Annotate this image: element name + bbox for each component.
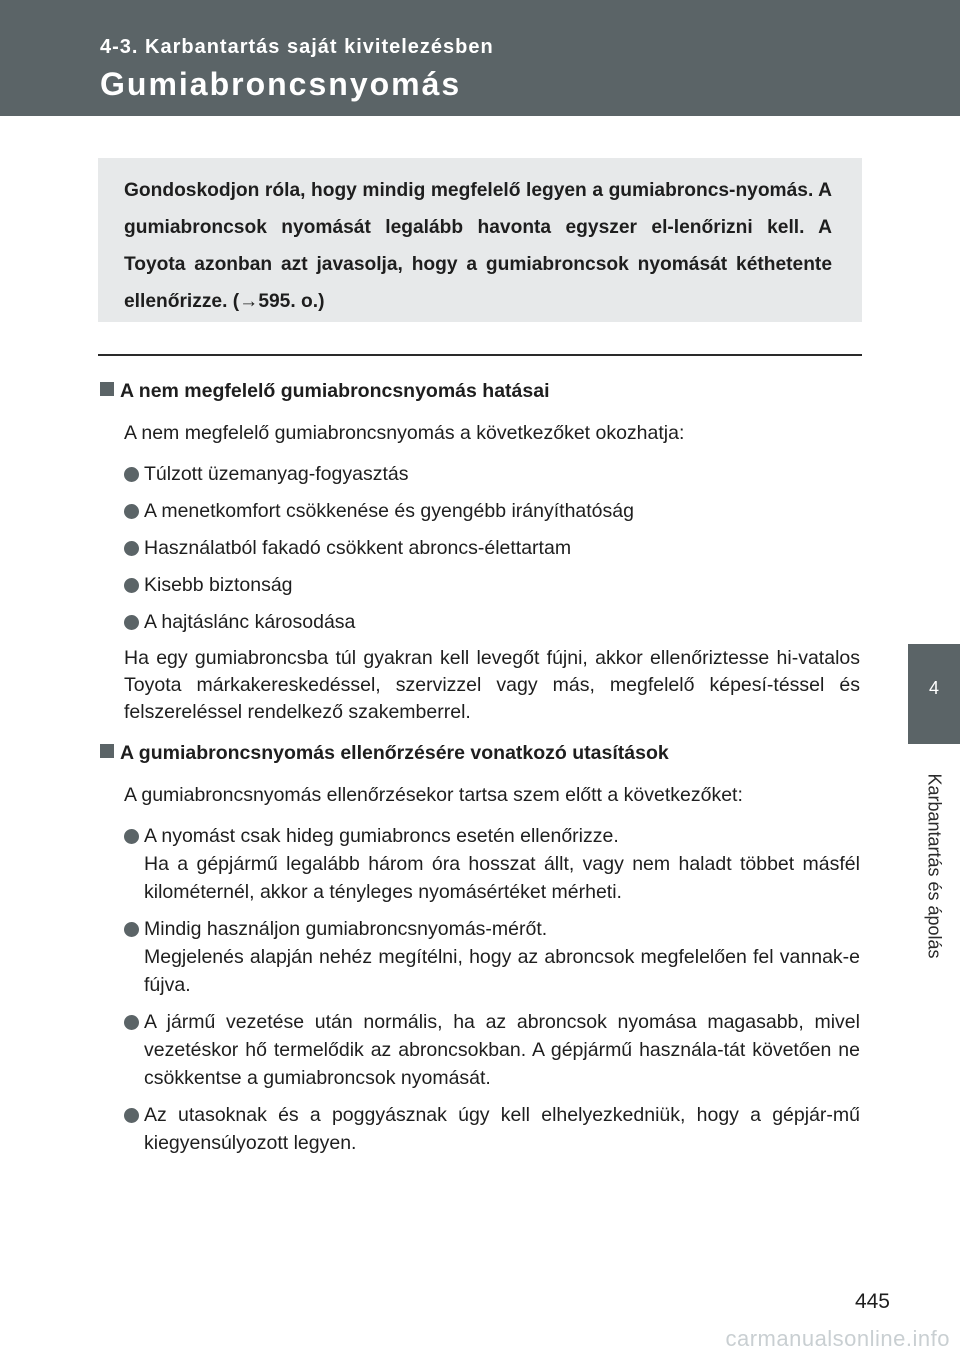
round-bullet-icon [124,541,139,556]
round-bullet-icon [124,615,139,630]
square-bullet-icon [100,382,114,396]
section-heading [100,376,860,406]
round-bullet-icon [124,1015,139,1030]
lead-paragraph: A nem megfelelő gumiabroncsnyomás a következőket okozhatja: [124,422,685,444]
list-item-text: Használatból fakadó csökkent abroncs-élettartam [144,537,572,559]
page-header [0,0,960,116]
page-number: 445 [854,1290,890,1313]
list-item-text: Mindig használjon gumiabroncsnyomás-mérőt. [144,918,548,940]
heading-text: A nem megfelelő gumiabroncsnyomás hatásai [120,380,550,402]
intro-text: Gondoskodjon róla, hogy mindig megfelelő legyen a gumiabroncs-nyomás. A gumiabroncsok nyomását legalább havonta egyszer el-lenőrizni kell. A Toyota azonban azt javasolja, hogy a gumiabroncsok nyomását kéthetente ellenőrizze. (→595. o.) [124,180,832,312]
list-item-detail: Megjelenés alapján nehéz megítélni, hogy az abroncsok megfelelően fel vannak-e fújva. [144,946,860,996]
list-item [144,460,860,488]
chapter-label-text: Karbantartás és ápolás [924,773,945,959]
heading-text: A gumiabroncsnyomás ellenőrzésére vonatkozó utasítások [120,742,669,764]
list-item-text: A nyomást csak hideg gumiabroncs esetén ellenőrizze. [144,825,619,847]
main-content [100,376,860,1166]
note-paragraph: Ha egy gumiabroncsba túl gyakran kell levegőt fújni, akkor ellenőriztesse hi-vatalos Toyota márkakereskedéssel, szervizzel vagy más, megfelelő képesí-téssel és felszereléssel rendelkező szakemberrel. [124,647,860,723]
divider [98,354,862,356]
list-item-text: A menetkomfort csökkenése és gyengébb irányíthatóság [144,500,634,522]
list-item [144,571,860,599]
list-item-text: Kisebb biztonság [144,574,293,596]
list-item-text: A jármű vezetése után normális, ha az abroncsok nyomása magasabb, mivel vezetéskor hő termelődik az abroncsokban. A gépjármű használa-tát követően ne csökkentse a gumiabroncsok nyomását. [144,1011,860,1089]
section-heading [100,738,860,768]
section-title: 4-3. Karbantartás saját kivitelezésben [100,36,494,58]
lead-paragraph: A gumiabroncsnyomás ellenőrzésekor tartsa szem előtt a következőket: [124,784,743,806]
intro-box [98,158,862,322]
chapter-number: 4 [928,678,939,698]
list-item [144,534,860,562]
list-item [144,1101,860,1157]
round-bullet-icon [124,578,139,593]
list-item [144,915,860,999]
round-bullet-icon [124,467,139,482]
list-item [144,822,860,906]
watermark: carmanualsonline.info [725,1326,950,1351]
list-item-text: Túlzott üzemanyag-fogyasztás [144,463,409,485]
round-bullet-icon [124,504,139,519]
round-bullet-icon [124,829,139,844]
round-bullet-icon [124,1108,139,1123]
page-title: Gumiabroncsnyomás [100,66,462,102]
list-item [144,1008,860,1092]
list-item-text: A hajtáslánc károsodása [144,611,356,633]
list-item [144,608,860,636]
list-item-text: Az utasoknak és a poggyásznak úgy kell elhelyezkedniük, hogy a gépjár-mű kiegyensúlyozott legyen. [144,1104,860,1154]
list-item [144,497,860,525]
round-bullet-icon [124,922,139,937]
list-item-detail: Ha a gépjármű legalább három óra hosszat állt, vagy nem haladt többet másfél kilométernél, akkor a tényleges nyomásértéket mérheti. [144,853,860,903]
square-bullet-icon [100,744,114,758]
chapter-tab [908,644,960,744]
